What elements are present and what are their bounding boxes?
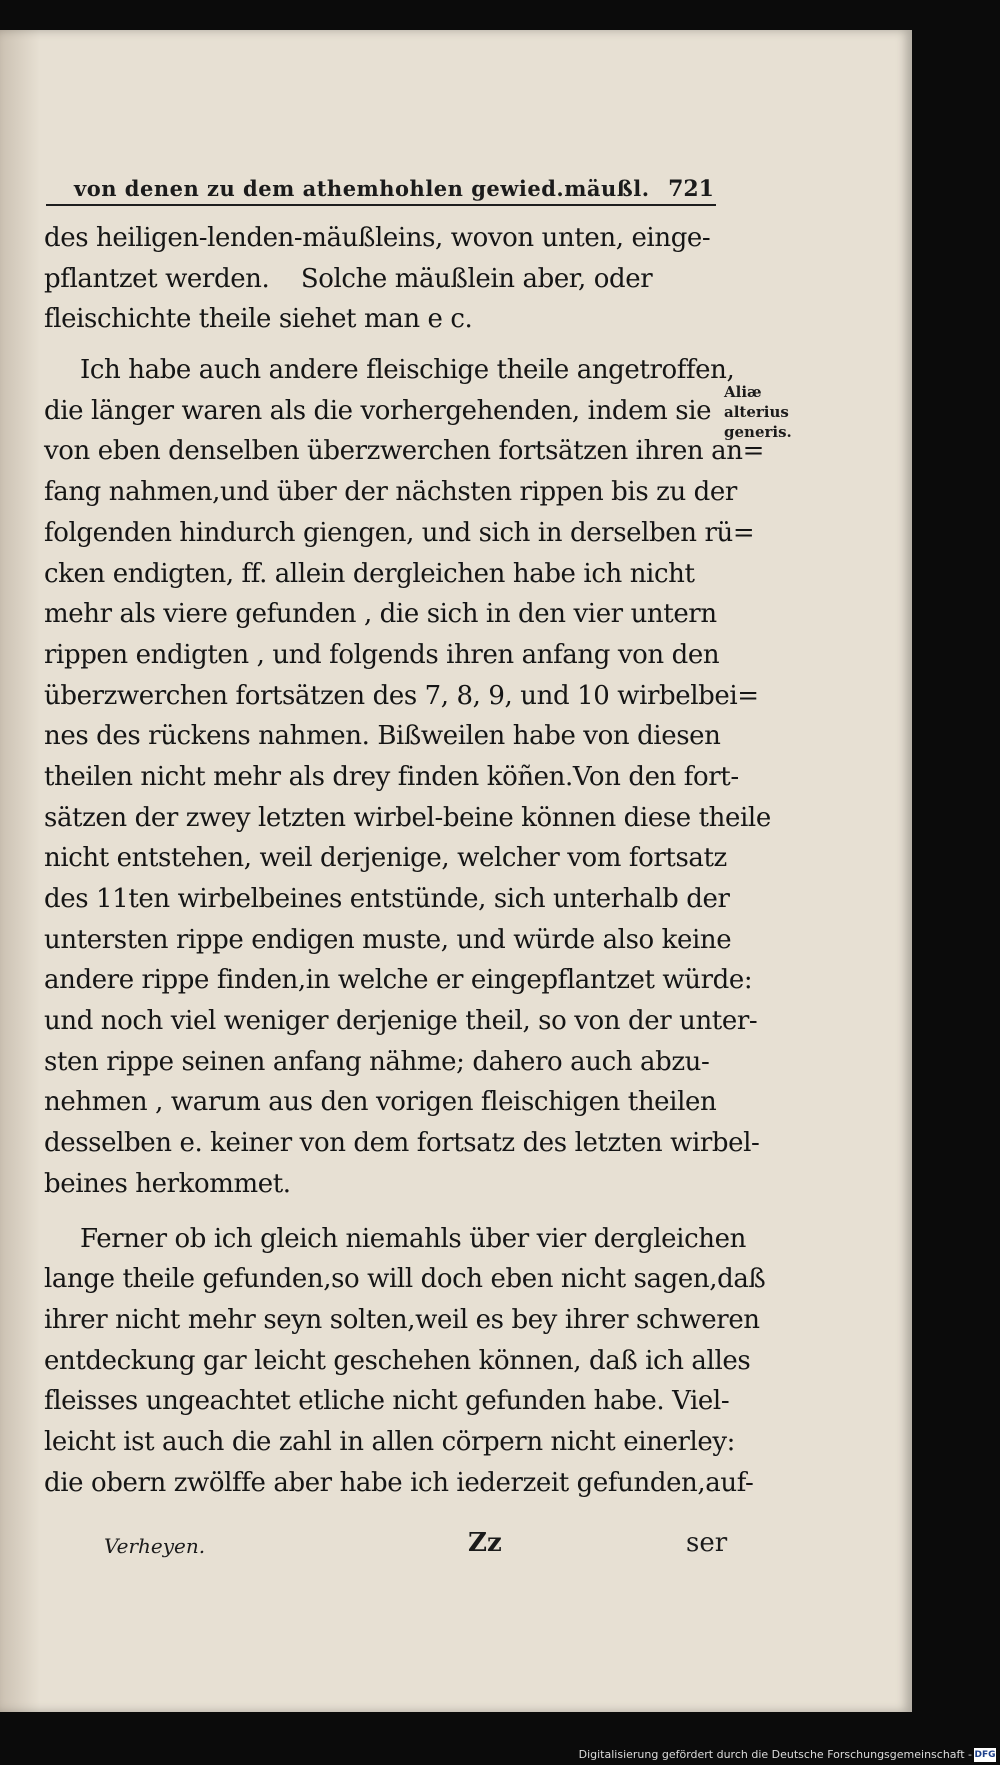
text-line: nicht entstehen, weil derjenige, welcher vom fortsatz [44, 843, 727, 874]
sheet-mark: Zz [468, 1528, 502, 1558]
text-line: von eben denselben überzwerchen fortsätzen ihren an= [44, 436, 764, 467]
text-line: sätzen der zwey letzten wirbel-beine können diese theile [44, 802, 771, 833]
text-line: pflantzet werden. Solche mäußlein aber, oder [44, 263, 653, 294]
text-line: untersten rippe endigen muste, und würde also keine [44, 924, 732, 955]
header-rule [46, 204, 716, 206]
signature-mark: Verheyen. [104, 1534, 206, 1558]
text-line: fleisses ungeachtet etliche nicht gefunden habe. Viel- [44, 1386, 730, 1417]
text-line: cken endigten, ff. allein dergleichen habe ich nicht [44, 558, 695, 589]
text-line: ihrer nicht mehr seyn solten,weil es bey ihrer schweren [44, 1304, 760, 1335]
text-line: entdeckung gar leicht geschehen können, daß ich alles [44, 1345, 751, 1376]
text-line: sten rippe seinen anfang nähme; dahero auch abzu- [44, 1046, 710, 1077]
text-line: die obern zwölffe aber habe ich iederzeit gefunden,auf- [44, 1467, 754, 1498]
margin-note-line: Aliæ [724, 383, 762, 401]
text-line: und noch viel weniger derjenige theil, so von der unter- [44, 1006, 758, 1037]
text-line: folgenden hindurch giengen, und sich in derselben rü= [44, 517, 755, 548]
text-line: leicht ist auch die zahl in allen cörpern nicht einerley: [44, 1426, 736, 1457]
margin-note-line: generis. [724, 423, 792, 441]
text-line: nes des rückens nahmen. Bißweilen habe von diesen [44, 721, 721, 752]
text-line: Ich habe auch andere fleischige theile angetroffen, [80, 355, 735, 386]
page-header [74, 176, 714, 212]
margin-note [724, 382, 824, 442]
text-line: desselben e. keiner von dem fortsatz des letzten wirbel- [44, 1128, 760, 1159]
running-head: von denen zu dem athemhohlen gewied.mäußl. [74, 176, 650, 201]
text-line: überzwerchen fortsätzen des 7, 8, 9, und 10 wirbelbei= [44, 680, 759, 711]
credit-bar [0, 1743, 1000, 1765]
text-line: des 11ten wirbelbeines entstünde, sich unterhalb der [44, 884, 730, 914]
text-line: theilen nicht mehr als drey finden köñen.Von den fort- [44, 761, 739, 792]
text-line: beines herkommet. [44, 1168, 291, 1199]
text-line: Ferner ob ich gleich niemahls über vier dergleichen [80, 1223, 746, 1254]
text-line: die länger waren als die vorhergehenden, indem sie [44, 395, 712, 426]
text-line: fleischichte theile siehet man e c. [44, 304, 473, 335]
text-line: des heiligen-lenden-mäußleins, wovon unten, einge- [44, 223, 711, 253]
page-number: 721 [668, 176, 714, 202]
dfg-logo: DFG [974, 1750, 996, 1760]
text-line: lange theile gefunden,so will doch eben nicht sagen,daß [44, 1264, 766, 1295]
text-line: rippen endigten , und folgends ihren anfang von den [44, 639, 720, 670]
text-line: fang nahmen,und über der nächsten rippen bis zu der [44, 477, 737, 508]
margin-note-line: alterius [724, 403, 789, 421]
text-line: mehr als viere gefunden , die sich in den vier untern [44, 599, 717, 630]
text-line: nehmen , warum aus den vorigen fleischigen theilen [44, 1087, 717, 1118]
digitization-credit: Digitalisierung gefördert durch die Deutsche Forschungsgemeinschaft - [578, 1748, 972, 1761]
text-line: andere rippe finden,in welche er eingepflantzet würde: [44, 965, 753, 996]
catchword: ser [686, 1528, 728, 1558]
book-page [0, 30, 912, 1712]
